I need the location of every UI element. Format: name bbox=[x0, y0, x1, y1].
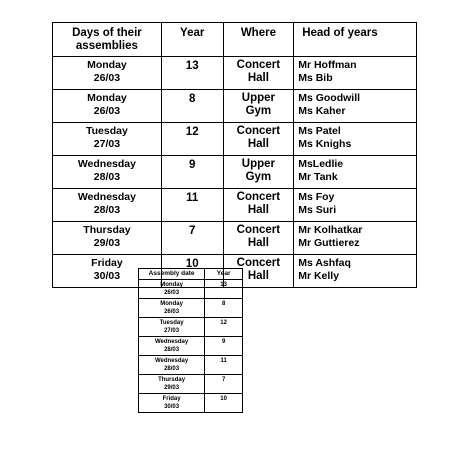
year-cell: 11 bbox=[161, 189, 223, 222]
where-line-2: Hall bbox=[247, 237, 269, 249]
where-line-1: Concert bbox=[236, 224, 281, 236]
where-line-2: Gym bbox=[245, 171, 272, 183]
date-cell bbox=[139, 356, 205, 375]
day-date: 26/03 bbox=[93, 105, 121, 117]
year-cell: 7 bbox=[205, 375, 243, 394]
head-name-2: Mr Guttierez bbox=[298, 237, 360, 249]
day-date: 28/03 bbox=[93, 171, 121, 183]
day-date: 29/03 bbox=[164, 385, 180, 391]
head-name-1: Ms Goodwill bbox=[298, 92, 361, 104]
day-name: Monday bbox=[160, 282, 183, 288]
assembly-date-summary-table bbox=[138, 268, 243, 413]
head-name-2: Mr Kelly bbox=[298, 270, 340, 282]
day-name: Tuesday bbox=[159, 320, 184, 326]
day-cell bbox=[53, 90, 162, 123]
heads-cell bbox=[294, 222, 417, 255]
where-line-1: Upper bbox=[241, 92, 275, 104]
year-cell: 13 bbox=[205, 280, 243, 299]
table-row bbox=[139, 318, 243, 337]
day-date: 26/03 bbox=[164, 309, 180, 315]
year-cell: 10 bbox=[205, 394, 243, 413]
day-cell bbox=[53, 156, 162, 189]
date-cell bbox=[139, 299, 205, 318]
table-row bbox=[139, 280, 243, 299]
day-name: Monday bbox=[87, 92, 127, 104]
table-row bbox=[139, 299, 243, 318]
where-line-2: Hall bbox=[247, 270, 269, 282]
day-cell bbox=[53, 189, 162, 222]
table-row bbox=[53, 222, 417, 255]
head-name-1: Mr Hoffman bbox=[298, 59, 357, 71]
year-cell: 12 bbox=[161, 123, 223, 156]
head-name-1: Ms Patel bbox=[298, 125, 341, 137]
date-cell bbox=[139, 337, 205, 356]
where-cell bbox=[223, 123, 294, 156]
day-date: 30/03 bbox=[164, 404, 180, 410]
heads-cell bbox=[294, 90, 417, 123]
header-assembly-date: Assembly date bbox=[139, 269, 205, 280]
day-date: 28/03 bbox=[164, 366, 180, 372]
table-row bbox=[53, 57, 417, 90]
year-cell: 7 bbox=[161, 222, 223, 255]
head-name-2: Ms Bib bbox=[298, 72, 333, 84]
table-row bbox=[53, 156, 417, 189]
day-name: Friday bbox=[91, 257, 123, 269]
where-line-2: Gym bbox=[245, 105, 272, 117]
heads-cell bbox=[294, 156, 417, 189]
date-cell bbox=[139, 375, 205, 394]
where-line-1: Concert bbox=[236, 191, 281, 203]
year-cell: 9 bbox=[205, 337, 243, 356]
day-date: 28/03 bbox=[93, 204, 121, 216]
where-cell bbox=[223, 156, 294, 189]
table-row bbox=[139, 375, 243, 394]
day-date: 29/03 bbox=[93, 237, 121, 249]
year-cell: 8 bbox=[161, 90, 223, 123]
table-row bbox=[139, 356, 243, 375]
header-year: Year bbox=[205, 269, 243, 280]
heads-cell bbox=[294, 189, 417, 222]
head-name-2: Ms Suri bbox=[298, 204, 337, 216]
day-name: Wednesday bbox=[154, 358, 189, 364]
where-line-1: Concert bbox=[236, 257, 281, 269]
year-cell: 13 bbox=[161, 57, 223, 90]
where-line-1: Concert bbox=[236, 59, 281, 71]
date-cell bbox=[139, 394, 205, 413]
head-name-1: Mr Kolhatkar bbox=[298, 224, 363, 236]
year-cell: 10 bbox=[161, 255, 223, 288]
date-cell bbox=[139, 318, 205, 337]
day-name: Wednesday bbox=[154, 339, 189, 345]
head-name-2: Ms Knighs bbox=[298, 138, 352, 150]
day-cell bbox=[53, 57, 162, 90]
day-date: 30/03 bbox=[93, 270, 121, 282]
header-year: Year bbox=[161, 23, 223, 57]
day-cell bbox=[53, 222, 162, 255]
where-line-2: Hall bbox=[247, 204, 269, 216]
day-date: 27/03 bbox=[164, 328, 180, 334]
where-cell bbox=[223, 189, 294, 222]
table-row bbox=[53, 189, 417, 222]
day-name: Monday bbox=[160, 301, 183, 307]
day-name: Thursday bbox=[158, 377, 186, 383]
year-cell: 9 bbox=[161, 156, 223, 189]
day-date: 28/03 bbox=[164, 347, 180, 353]
assembly-schedule-table bbox=[52, 22, 417, 288]
table-row bbox=[139, 394, 243, 413]
table-row bbox=[53, 90, 417, 123]
year-cell: 11 bbox=[205, 356, 243, 375]
where-line-2: Hall bbox=[247, 72, 269, 84]
table-row bbox=[139, 337, 243, 356]
heads-cell bbox=[294, 57, 417, 90]
heads-cell bbox=[294, 255, 417, 288]
where-cell bbox=[223, 57, 294, 90]
table-header-row bbox=[139, 269, 243, 280]
header-where: Where bbox=[223, 23, 294, 57]
day-name: Wednesday bbox=[77, 158, 136, 170]
date-cell bbox=[139, 280, 205, 299]
where-line-1: Concert bbox=[236, 125, 281, 137]
year-cell: 12 bbox=[205, 318, 243, 337]
where-cell bbox=[223, 90, 294, 123]
day-name: Wednesday bbox=[77, 191, 136, 203]
day-name: Monday bbox=[87, 59, 127, 71]
day-name: Thursday bbox=[83, 224, 131, 236]
day-date: 26/03 bbox=[93, 72, 121, 84]
head-name-2: Ms Kaher bbox=[298, 105, 346, 117]
day-date: 27/03 bbox=[93, 138, 121, 150]
year-cell: 8 bbox=[205, 299, 243, 318]
day-date: 26/03 bbox=[164, 290, 180, 296]
table-header-row bbox=[53, 23, 417, 57]
head-name-1: Ms Ashfaq bbox=[298, 257, 351, 269]
day-cell bbox=[53, 123, 162, 156]
where-line-1: Upper bbox=[241, 158, 275, 170]
day-name: Friday bbox=[162, 396, 181, 402]
header-head-of-years: Head of years bbox=[294, 23, 417, 57]
table-row bbox=[53, 123, 417, 156]
day-name: Tuesday bbox=[86, 125, 128, 137]
head-name-1: Ms Foy bbox=[298, 191, 335, 203]
heads-cell bbox=[294, 123, 417, 156]
header-days: Days of their assemblies bbox=[53, 23, 162, 57]
where-cell bbox=[223, 222, 294, 255]
where-line-2: Hall bbox=[247, 138, 269, 150]
head-name-2: Mr Tank bbox=[298, 171, 338, 183]
head-name-1: MsLedlie bbox=[298, 158, 344, 170]
